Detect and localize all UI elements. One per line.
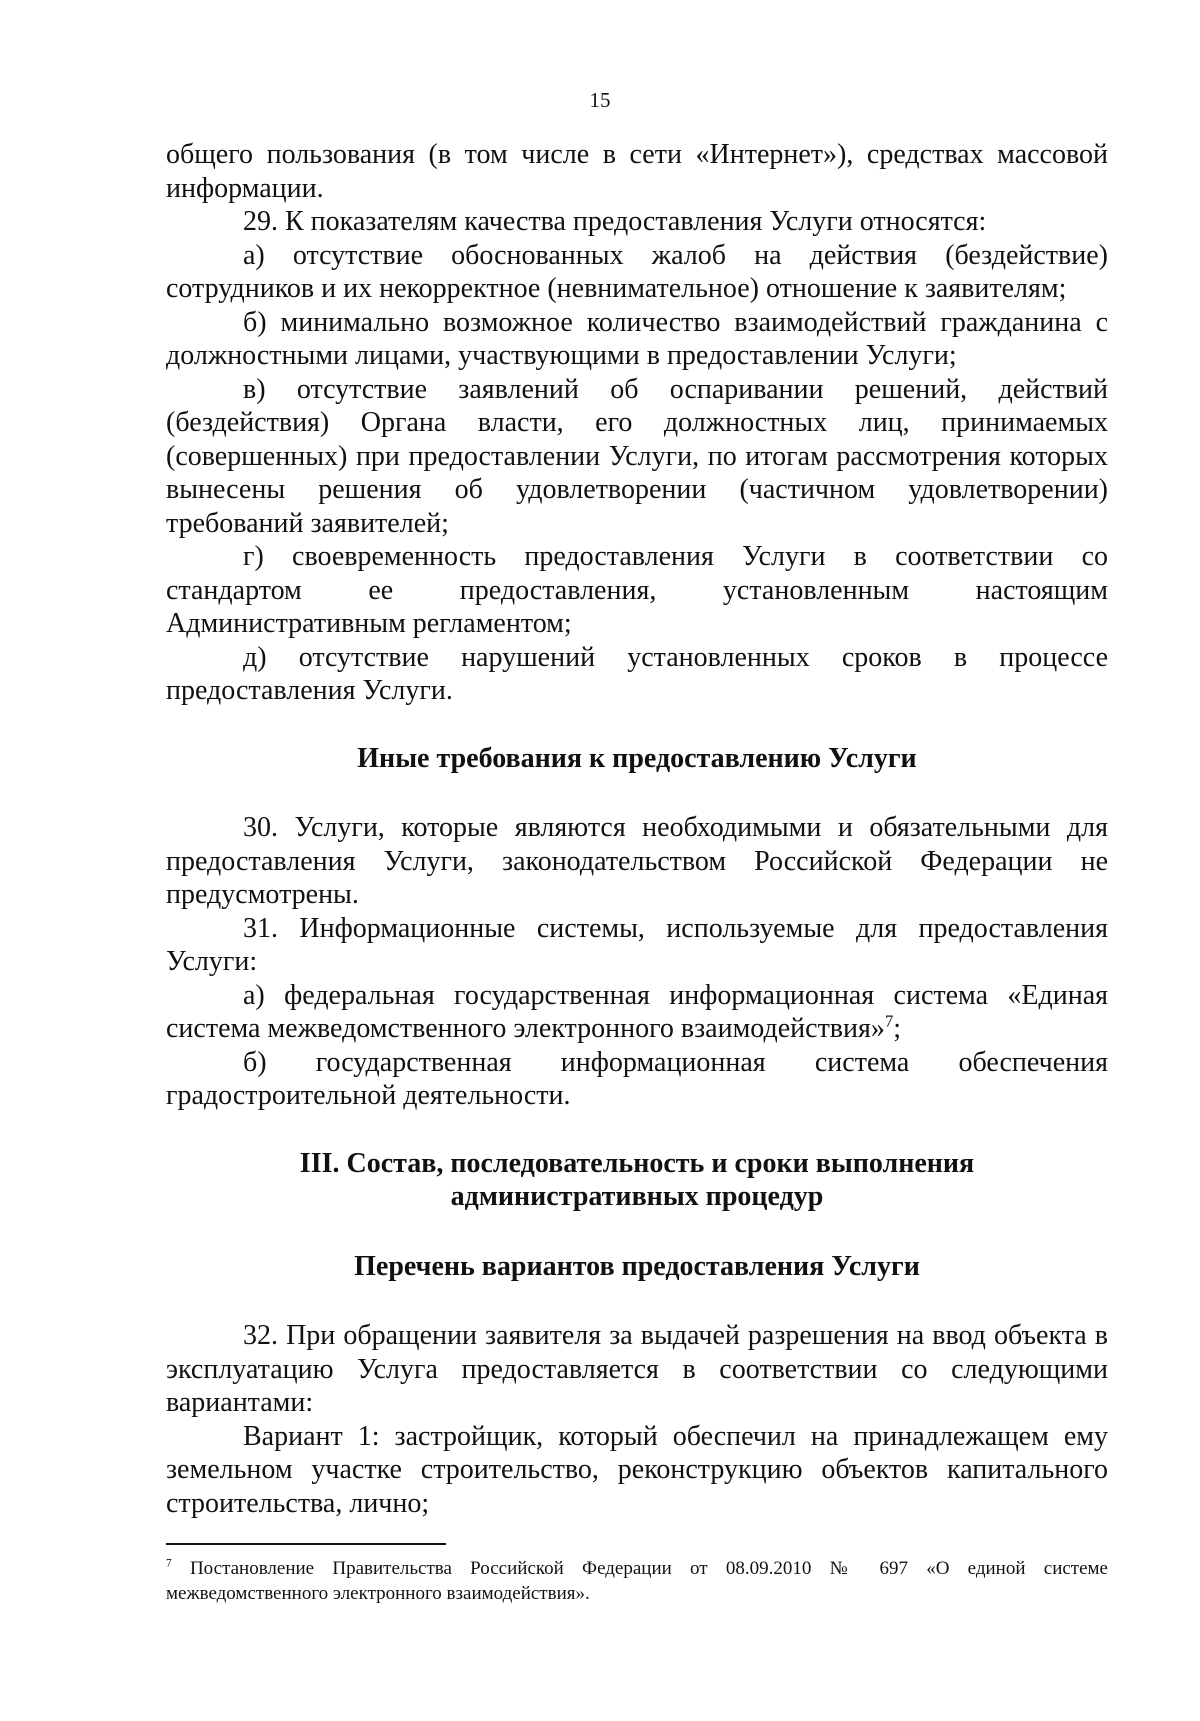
paragraph-32: 32. При обращении заявителя за выдачей разрешения на ввод объекта в эксплуатацию Услуга предоставляется в соответствии со следующими вариантами: bbox=[166, 1320, 1108, 1418]
footnote bbox=[166, 1556, 1108, 1606]
paragraph-31b: б) государственная информационная система обеспечения градостроительной деятельности. bbox=[166, 1046, 1108, 1111]
footnote-separator bbox=[166, 1543, 446, 1545]
paragraph-29d: д) отсутствие нарушений установленных сроков в процессе предоставления Услуги. bbox=[166, 641, 1108, 706]
paragraph-29g: г) своевременность предоставления Услуги в соответствии со стандартом ее предоставления, установленным настоящим Административным регламентом; bbox=[166, 541, 1108, 639]
paragraph-31a bbox=[166, 979, 1108, 1046]
paragraph-continuation: общего пользования (в том числе в сети «Интернет»), средствах массовой информации. bbox=[166, 139, 1108, 204]
body-text bbox=[166, 138, 1108, 1520]
paragraph-30: 30. Услуги, которые являются необходимыми и обязательными для предоставления Услуги, законодательством Российской Федерации не предусмотрены. bbox=[166, 812, 1108, 910]
chapter-heading-line-1: III. Состав, последовательность и сроки выполнения bbox=[299, 1147, 975, 1179]
section-heading-other-requirements: Иные требования к предоставлению Услуги bbox=[357, 742, 917, 774]
footnote-mark: 7 bbox=[166, 1557, 172, 1570]
paragraph-31a-end: ; bbox=[893, 1013, 902, 1044]
footnote-text: Постановление Правительства Российской Федерации от 08.09.2010 № 697 «О единой системе межведомственного электронного взаимодействия». bbox=[166, 1558, 1108, 1604]
paragraph-31: 31. Информационные системы, используемые для предоставления Услуги: bbox=[166, 912, 1108, 977]
paragraph-29v: в) отсутствие заявлений об оспаривании решений, действий (бездействия) Органа власти, его должностных лиц, принимаемых (совершенных) при предоставлении Услуги, по итогам рассмотрения которых вынесены решения об удовлетворении (частичном удовлетворении) требований заявителей; bbox=[166, 373, 1108, 539]
chapter-heading-line-2: административных процедур bbox=[450, 1181, 824, 1212]
footnote-reference: 7 bbox=[884, 1011, 894, 1031]
paragraph-31a-text: а) федеральная государственная информационная система «Единая система межведомственного электронного взаимодействия» bbox=[166, 979, 1108, 1044]
paragraph-29a: а) отсутствие обоснованных жалоб на действия (бездействие) сотрудников и их некорректное (невнимательное) отношение к заявителям; bbox=[166, 239, 1108, 304]
paragraph-29b: б) минимально возможное количество взаимодействий гражданина с должностными лицами, участвующими в предоставлении Услуги; bbox=[166, 306, 1108, 371]
page-number: 15 bbox=[589, 88, 611, 112]
section-heading-variants: Перечень вариантов предоставления Услуги bbox=[354, 1250, 920, 1282]
paragraph-29: 29. К показателям качества предоставления Услуги относятся: bbox=[243, 206, 987, 237]
paragraph-variant-1: Вариант 1: застройщик, который обеспечил на принадлежащем ему земельном участке строительство, реконструкцию объектов капитального строительства, лично; bbox=[166, 1420, 1108, 1519]
